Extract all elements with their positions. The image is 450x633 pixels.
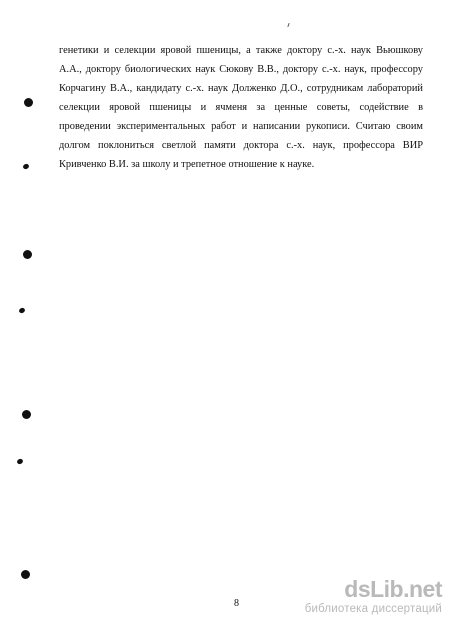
text-line: долгом поклониться светлой памяти доктора с.-х. наук, профессора ВИР (59, 140, 423, 151)
punch-hole-mark (22, 410, 31, 419)
page-number: 8 (234, 598, 239, 609)
punch-hole-mark (18, 307, 26, 314)
text-line: Кривченко В.И. за школу и трепетное отношение к науке. (59, 159, 315, 170)
watermark-logo[interactable]: dsLib.net (344, 576, 442, 602)
text-line: Корчагину В.А., кандидату с.-х. наук Долженко Д.О., сотрудникам лабораторий (59, 83, 423, 94)
text-line: селекции яровой пшеницы и ячменя за ценные советы, содействие в (59, 102, 423, 113)
watermark[interactable] (305, 578, 442, 616)
punch-hole-mark (23, 250, 32, 259)
text-line: проведении экспериментальных работ и написании рукописи. Считаю своим (59, 121, 423, 132)
body-paragraph (59, 41, 423, 174)
punch-hole-mark (21, 570, 30, 579)
text-line: генетики и селекции яровой пшеницы, а также доктору с.-х. наук Вьюшкову (59, 45, 423, 56)
punch-hole-mark (16, 458, 24, 465)
punch-hole-mark (22, 163, 30, 170)
scan-speck (287, 23, 289, 27)
punch-hole-mark (24, 98, 33, 107)
watermark-subtitle: библиотека диссертаций (304, 603, 442, 615)
text-line: А.А., доктору биологических наук Сюкову В.В., доктору с.-х. наук, профессору (59, 64, 423, 75)
